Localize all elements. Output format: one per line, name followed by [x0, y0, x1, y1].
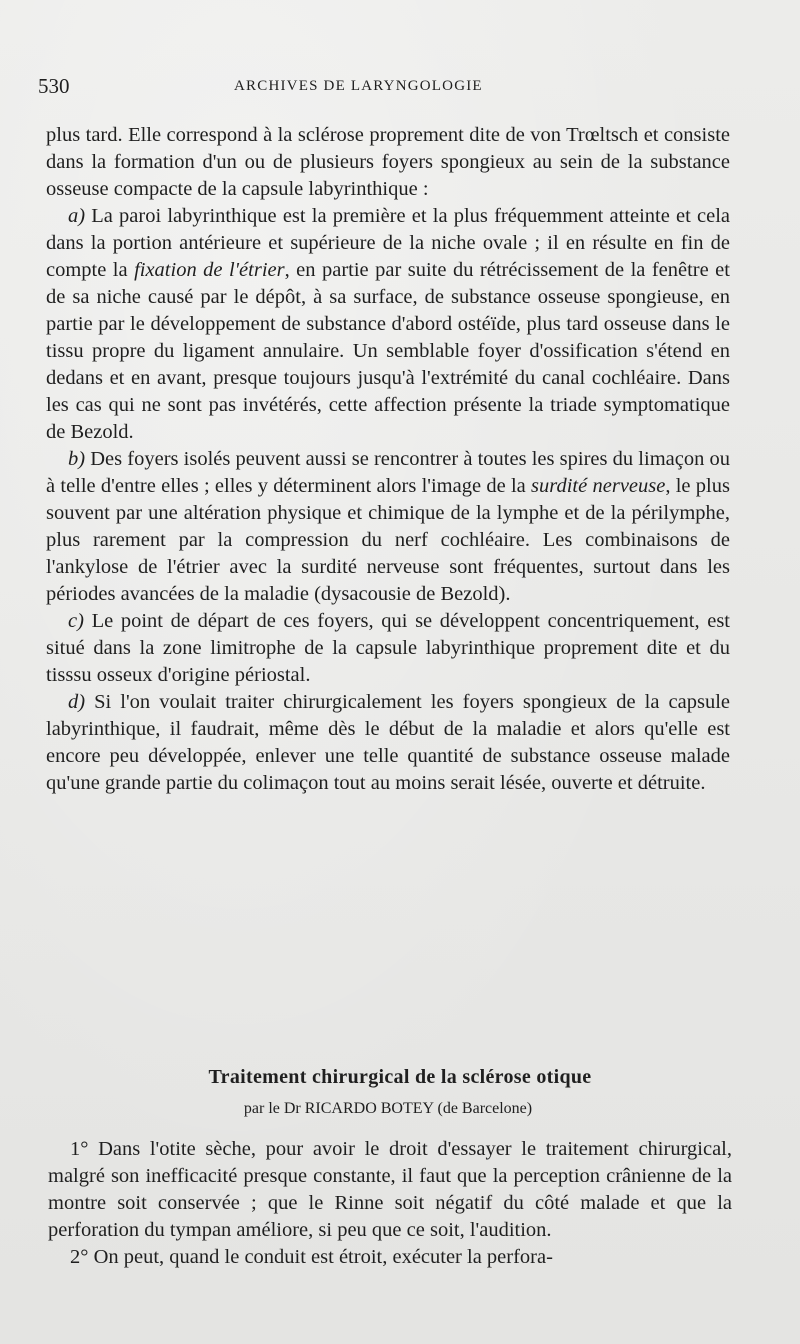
page-number: 530 [38, 74, 70, 98]
paragraph-2: 2° On peut, quand le conduit est étroit, exécuter la perfora- [70, 1246, 553, 1268]
paragraph-b-text-2: , le plus souvent par une altération physique et chimique de la lymphe et de la périlymphe, plus rarement par la compression du nerf cochléaire. Les combinaisons de l'ankylose de l'étrier avec la surdité nerveuse sont fréquentes, surtout dans les périodes avancées de la maladie (dysacousie de Bezold). [46, 475, 730, 605]
paragraph-a [46, 203, 730, 446]
paragraph-c-text: Le point de départ de ces foyers, qui se développent concentriquement, est situé dans la zone limitrophe de la capsule labyrinthique proprement dite et du tisssu osseux d'origine périostal. [46, 610, 730, 686]
paragraph-a-text-1: La paroi labyrinthique est la première et la plus fréquemment atteinte et cela dans la portion antérieure et supérieure de la niche ovale ; il en résulte en fin de compte la [46, 205, 730, 281]
page-header [38, 74, 768, 104]
paragraph-b-emphasis: surdité nerveuse [531, 475, 666, 497]
body-text [46, 122, 730, 797]
paragraph-1: 1° Dans l'otite sèche, pour avoir le droit d'essayer le traitement chirurgical, malgré son inefficacité presque constante, il faut que la perception crânienne de la montre soit conservée ; que le Rinne soit négatif du côté malade et que la perforation du tympan améliore, si peu que ce soit, l'audition. [48, 1138, 732, 1241]
list-marker-a: a) [68, 205, 86, 227]
section-title: Traitement chirurgical de la sclérose otique [208, 1066, 592, 1088]
list-marker-b: b) [68, 448, 86, 470]
paragraph-c [46, 608, 730, 689]
paragraph-d-text: Si l'on voulait traiter chirurgicalement les foyers spongieux de la capsule labyrinthique, il faudrait, même dès le début de la maladie et alors qu'elle est encore peu développée, enlever une telle quantité de substance osseuse malade qu'une grande partie du colimaçon tout au moins serait lésée, ouverte et détruite. [46, 691, 730, 794]
paragraph-intro: plus tard. Elle correspond à la sclérose proprement dite de von Trœltsch et consiste dans la formation d'un ou de plusieurs foyers spongieux au sein de la substance osseuse compacte de la capsule labyrinthique : [46, 124, 730, 200]
running-title: ARCHIVES DE LARYNGOLOGIE [234, 78, 483, 94]
paragraph-b-text-1: Des foyers isolés peuvent aussi se rencontrer à toutes les spires du limaçon ou à telle d'entre elles ; elles y déterminent alors l'image de la [46, 448, 730, 497]
section-body [48, 1136, 732, 1271]
paragraph-a-text-2: , en partie par suite du rétrécissement de la fenêtre et de sa niche causé par le dépôt, à sa surface, de substance osseuse spongieuse, en partie par le développement de substance d'abord ostéïde, plus tard osseuse dans le tissu propre du ligament annulaire. Un semblable foyer d'ossification s'étend en dedans et en avant, presque toujours jusqu'à l'extrémité du canal cochléaire. Dans les cas qui ne sont pas invétérés, cette affection présente la triade symptomatique de Bezold. [46, 259, 730, 443]
paragraph-a-emphasis: fixation de l'étrier [134, 259, 285, 281]
list-marker-d: d) [68, 691, 86, 713]
paragraph-d [46, 689, 730, 797]
paragraph-b [46, 446, 730, 608]
author-line: par le Dr RICARDO BOTEY (de Barcelone) [243, 1100, 533, 1117]
list-marker-c: c) [68, 610, 84, 632]
